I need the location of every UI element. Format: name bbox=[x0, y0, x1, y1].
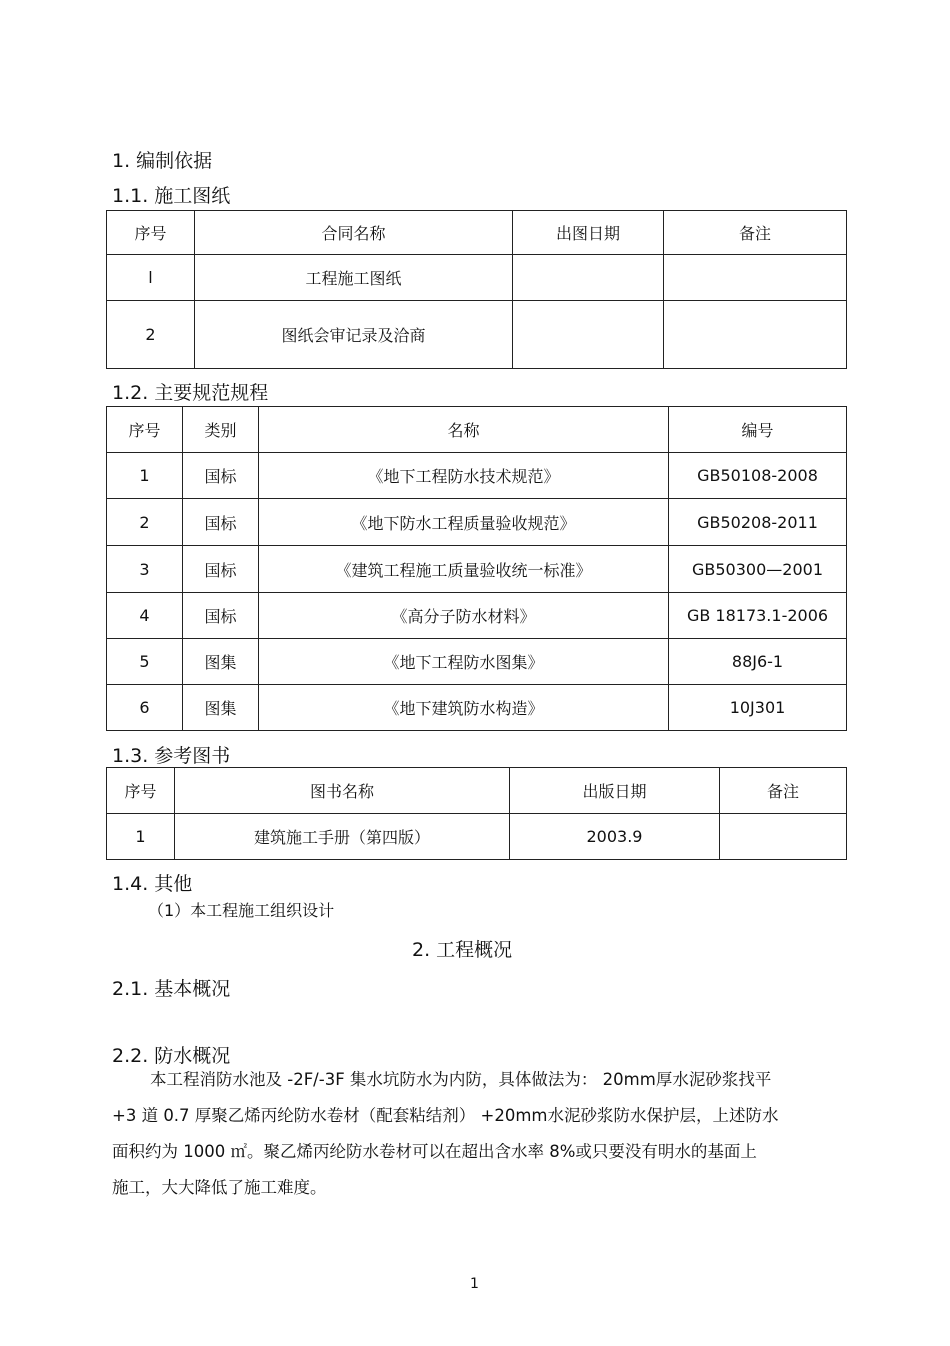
table-row bbox=[107, 593, 847, 639]
table-cell: GB 18173.1-2006 bbox=[669, 593, 847, 639]
paragraph-line: 本工程消防水池及 -2F/-3F 集水坑防水为内防，具体做法为： 20mm厚水泥砂浆找平 bbox=[150, 1070, 772, 1089]
table-row bbox=[107, 255, 847, 301]
section-2-2-title: 2.2. 防水概况 bbox=[112, 1045, 231, 1067]
header-cell: 序号 bbox=[107, 407, 183, 453]
table-cell bbox=[664, 301, 847, 369]
page-number: 1 bbox=[470, 1276, 479, 1292]
section-1-2-title: 1.2. 主要规范规程 bbox=[112, 382, 269, 404]
table-row bbox=[107, 814, 847, 860]
table-cell: GB50208-2011 bbox=[669, 499, 847, 546]
table-cell: 《地下工程防水技术规范》 bbox=[259, 453, 669, 499]
section-2-title: 2. 工程概况 bbox=[412, 939, 513, 961]
header-cell: 合同名称 bbox=[195, 211, 513, 255]
table-cell: 10J301 bbox=[669, 685, 847, 731]
table-cell: 工程施工图纸 bbox=[195, 255, 513, 301]
table-cell: 2003.9 bbox=[510, 814, 720, 860]
table-header-row bbox=[107, 407, 847, 453]
section-2-1-title: 2.1. 基本概况 bbox=[112, 978, 231, 1000]
table-cell: 图集 bbox=[183, 685, 259, 731]
header-cell: 类别 bbox=[183, 407, 259, 453]
table-cell: GB50300—2001 bbox=[669, 546, 847, 593]
table-header-row bbox=[107, 211, 847, 255]
table-cell: GB50108-2008 bbox=[669, 453, 847, 499]
table-cell: 1 bbox=[107, 814, 175, 860]
header-cell: 编号 bbox=[669, 407, 847, 453]
table-row bbox=[107, 301, 847, 369]
table-cell: 2 bbox=[107, 301, 195, 369]
table-cell: 图集 bbox=[183, 639, 259, 685]
table-cell: 《地下工程防水图集》 bbox=[259, 639, 669, 685]
table-row bbox=[107, 499, 847, 546]
table-cell bbox=[664, 255, 847, 301]
table-cell: 国标 bbox=[183, 546, 259, 593]
table-row bbox=[107, 685, 847, 731]
drawings-table bbox=[106, 210, 847, 369]
paragraph-line: 施工，大大降低了施工难度。 bbox=[112, 1178, 327, 1197]
table-cell: 国标 bbox=[183, 593, 259, 639]
paragraph-line: 面积约为 1000 ㎡。聚乙烯丙纶防水卷材可以在超出含水率 8%或只要没有明水的基面上 bbox=[112, 1142, 757, 1161]
section-1-1-title: 1.1. 施工图纸 bbox=[112, 185, 231, 207]
table-cell: 图纸会审记录及洽商 bbox=[195, 301, 513, 369]
waterproof-paragraph bbox=[112, 1062, 832, 1206]
table-cell: 3 bbox=[107, 546, 183, 593]
table-cell: l bbox=[107, 255, 195, 301]
table-cell: 《高分子防水材料》 bbox=[259, 593, 669, 639]
table-cell bbox=[513, 255, 664, 301]
standards-table bbox=[106, 406, 847, 731]
table-row bbox=[107, 453, 847, 499]
header-cell: 名称 bbox=[259, 407, 669, 453]
table-cell: 《地下建筑防水构造》 bbox=[259, 685, 669, 731]
section-1-4-title: 1.4. 其他 bbox=[112, 873, 193, 895]
table-cell: 1 bbox=[107, 453, 183, 499]
table-cell: 《地下防水工程质量验收规范》 bbox=[259, 499, 669, 546]
table-row bbox=[107, 639, 847, 685]
table-cell: 建筑施工手册（第四版） bbox=[175, 814, 510, 860]
table-cell bbox=[513, 301, 664, 369]
table-cell: 国标 bbox=[183, 499, 259, 546]
table-cell bbox=[720, 814, 847, 860]
header-cell: 备注 bbox=[664, 211, 847, 255]
table-cell: 2 bbox=[107, 499, 183, 546]
other-item: （1）本工程施工组织设计 bbox=[148, 901, 335, 920]
section-1-title: 1. 编制依据 bbox=[112, 150, 213, 172]
header-cell: 出版日期 bbox=[510, 768, 720, 814]
header-cell: 图书名称 bbox=[175, 768, 510, 814]
paragraph-line: +3 道 0.7 厚聚乙烯丙纶防水卷材（配套粘结剂） +20mm水泥砂浆防水保护层，上述防水 bbox=[112, 1106, 779, 1125]
table-cell: 4 bbox=[107, 593, 183, 639]
table-cell: 5 bbox=[107, 639, 183, 685]
header-cell: 序号 bbox=[107, 211, 195, 255]
section-1-3-title: 1.3. 参考图书 bbox=[112, 745, 231, 767]
table-header-row bbox=[107, 768, 847, 814]
table-row bbox=[107, 546, 847, 593]
header-cell: 出图日期 bbox=[513, 211, 664, 255]
reference-books-table bbox=[106, 767, 847, 860]
table-cell: 6 bbox=[107, 685, 183, 731]
table-cell: 国标 bbox=[183, 453, 259, 499]
header-cell: 备注 bbox=[720, 768, 847, 814]
table-cell: 88J6-1 bbox=[669, 639, 847, 685]
header-cell: 序号 bbox=[107, 768, 175, 814]
table-cell: 《建筑工程施工质量验收统一标准》 bbox=[259, 546, 669, 593]
